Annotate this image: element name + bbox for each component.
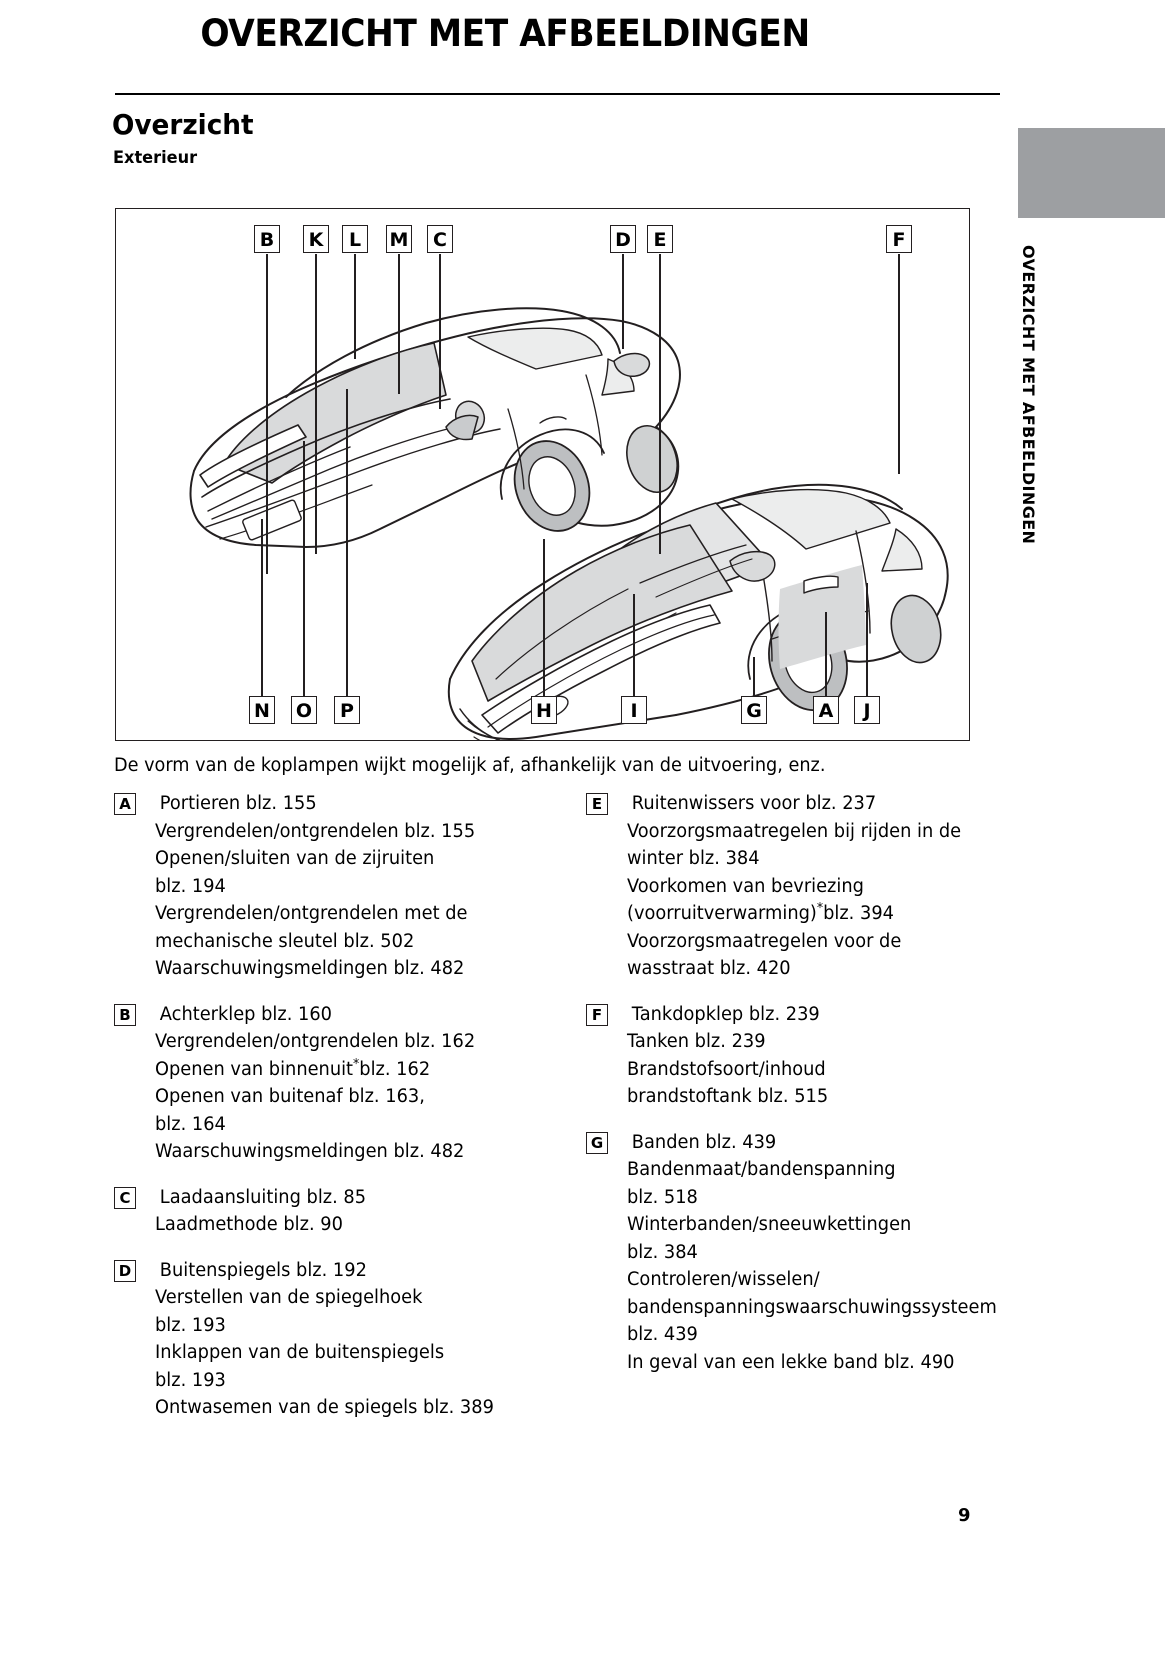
figure-caption: De vorm van de koplampen wijkt mogelijk af, afhankelijk van de uitvoering, enz. xyxy=(114,755,826,776)
legend-entry-line: blz. 193 xyxy=(155,1369,226,1391)
legend-entry-line: blz. 384 xyxy=(627,1241,698,1263)
legend-entry-title: Achterklep blz. 160 xyxy=(159,1003,333,1025)
legend-entry xyxy=(114,1257,534,1422)
legend-entry-line: Inklappen van de buitenspiegels xyxy=(155,1342,445,1363)
legend-entry xyxy=(586,790,1006,983)
leader-line-n xyxy=(261,519,263,696)
legend-entry-line: Voorzorgsmaatregelen bij rijden in de xyxy=(627,820,962,842)
legend-badge-a[interactable]: A xyxy=(114,793,136,815)
figure-callout-d[interactable]: D xyxy=(610,225,636,253)
leader-line-a xyxy=(825,612,827,696)
legend-entry-title: Laadaansluiting blz. 85 xyxy=(159,1186,367,1208)
leader-line-h xyxy=(543,539,545,696)
legend-entry-line: blz. 193 xyxy=(155,1314,226,1336)
legend-entry xyxy=(586,1001,1006,1111)
leader-line-m xyxy=(398,254,400,394)
header-divider xyxy=(115,93,1000,95)
footnote-asterisk: * xyxy=(353,1056,360,1072)
legend-entry-lines xyxy=(155,790,534,983)
legend-entry-line: Openen van binnenuit*blz. 162 xyxy=(155,1056,431,1080)
legend-entry-line: Brandstofsoort/inhoud xyxy=(627,1058,826,1080)
figure-callout-g[interactable]: G xyxy=(741,696,767,724)
legend-entry-line: Tanken blz. 239 xyxy=(627,1031,766,1052)
side-tab-label: OVERZICHT MET AFBEELDINGEN xyxy=(1019,245,1038,545)
legend-entry-line: brandstoftank blz. 515 xyxy=(627,1086,829,1107)
legend-badge-g[interactable]: G xyxy=(586,1132,608,1154)
legend-entry-line: Vergrendelen/ontgrendelen blz. 162 xyxy=(155,1031,476,1052)
legend-badge-d[interactable]: D xyxy=(114,1260,136,1282)
legend-entry-title: Buitenspiegels blz. 192 xyxy=(159,1259,367,1281)
leader-line-i xyxy=(633,594,635,696)
leader-line-e xyxy=(659,254,661,554)
leader-line-f xyxy=(898,254,900,474)
legend-entry-line: Ontwasemen van de spiegels blz. 389 xyxy=(155,1397,494,1418)
legend-badge-f[interactable]: F xyxy=(586,1004,608,1026)
figure-callout-o[interactable]: O xyxy=(291,696,317,724)
leader-line-l xyxy=(354,254,356,359)
legend-entry-line: Vergrendelen/ontgrendelen blz. 155 xyxy=(155,820,476,842)
legend-entry-lines xyxy=(155,1001,534,1166)
figure-callout-k[interactable]: K xyxy=(303,225,329,253)
legend-entry-title: Banden blz. 439 xyxy=(631,1131,777,1153)
legend-entry-line: Controleren/wisselen/ xyxy=(627,1269,820,1290)
legend-entry-line: Vergrendelen/ontgrendelen met de xyxy=(155,903,468,924)
legend-entry xyxy=(114,1001,534,1166)
legend-entry-line: bandenspanningswaarschuwingssysteem xyxy=(627,1296,997,1318)
figure-callout-j[interactable]: J xyxy=(854,696,880,724)
leader-line-g xyxy=(753,657,755,696)
footnote-asterisk: * xyxy=(816,900,824,916)
legend-entry-title: Ruitenwissers voor blz. 237 xyxy=(631,793,877,814)
legend-column-left xyxy=(114,790,534,1440)
legend-entry-line: blz. 518 xyxy=(627,1186,698,1208)
leader-line-c xyxy=(439,254,441,409)
leader-line-j xyxy=(866,583,868,696)
legend-entry-line: Bandenmaat/bandenspanning xyxy=(627,1159,896,1180)
legend-badge-c[interactable]: C xyxy=(114,1187,136,1209)
legend-entry-line: Waarschuwingsmeldingen blz. 482 xyxy=(155,1141,465,1162)
legend-entry-line: Voorzorgsmaatregelen voor de xyxy=(627,930,902,952)
legend-entry-line: Laadmethode blz. 90 xyxy=(155,1214,343,1235)
figure-callout-c[interactable]: C xyxy=(427,225,453,253)
page-title: OVERZICHT MET AFBEELDINGEN xyxy=(200,12,810,55)
legend-entry-line: Voorkomen van bevriezing xyxy=(627,875,864,897)
legend-entry-title: Portieren blz. 155 xyxy=(159,793,317,814)
figure-callout-b[interactable]: B xyxy=(254,225,280,253)
legend-badge-b[interactable]: B xyxy=(114,1004,136,1026)
section-heading: Overzicht xyxy=(112,108,254,141)
legend-entry xyxy=(114,790,534,983)
exterior-diagram-figure xyxy=(115,208,970,741)
legend-entry-line: blz. 164 xyxy=(155,1113,226,1135)
legend-entry-line: In geval van een lekke band blz. 490 xyxy=(627,1351,955,1373)
page-number: 9 xyxy=(958,1505,971,1526)
legend-entry-title: Tankdopklep blz. 239 xyxy=(631,1003,820,1025)
legend-entry-line: wasstraat blz. 420 xyxy=(627,958,791,979)
leader-line-d xyxy=(622,254,624,349)
leader-line-o xyxy=(303,441,305,696)
section-subheading: Exterieur xyxy=(113,148,198,168)
legend-entry-line: Openen van buitenaf blz. 163, xyxy=(155,1086,425,1107)
legend-entry-line: (voorruitverwarming)*blz. 394 xyxy=(627,900,894,924)
figure-callout-p[interactable]: P xyxy=(334,696,360,724)
legend-column-right xyxy=(586,790,1006,1394)
legend-entry-lines xyxy=(155,1184,534,1239)
figure-callout-h[interactable]: H xyxy=(531,696,557,724)
leader-line-p xyxy=(346,389,348,696)
legend-entry-line: Verstellen van de spiegelhoek xyxy=(155,1287,423,1308)
figure-callout-i[interactable]: I xyxy=(621,696,647,724)
legend-entry xyxy=(114,1184,534,1239)
legend-entry-lines xyxy=(627,1001,1006,1111)
figure-callout-n[interactable]: N xyxy=(249,696,275,724)
figure-callout-e[interactable]: E xyxy=(647,225,673,253)
leader-line-k xyxy=(315,254,317,554)
legend-entry xyxy=(586,1129,1006,1377)
legend-entry-line: blz. 194 xyxy=(155,875,226,897)
legend-badge-e[interactable]: E xyxy=(586,793,608,815)
figure-callout-m[interactable]: M xyxy=(386,225,412,253)
legend-entry-lines xyxy=(627,790,1006,983)
legend-entry-line: Waarschuwingsmeldingen blz. 482 xyxy=(155,958,465,979)
legend-entry-lines xyxy=(155,1257,534,1422)
legend-entry-lines xyxy=(627,1129,1006,1377)
legend-entry-line: mechanische sleutel blz. 502 xyxy=(155,930,415,952)
legend-entry-line: blz. 439 xyxy=(627,1324,698,1345)
figure-callout-a[interactable]: A xyxy=(813,696,839,724)
legend-entry-line: Winterbanden/sneeuwkettingen xyxy=(627,1214,912,1235)
figure-callout-f[interactable]: F xyxy=(886,225,912,253)
figure-callout-l[interactable]: L xyxy=(342,225,368,253)
legend-entry-line: winter blz. 384 xyxy=(627,848,760,869)
legend-columns xyxy=(114,790,1014,1418)
chapter-thumb-tab xyxy=(1018,128,1165,218)
legend-entry-line: Openen/sluiten van de zijruiten xyxy=(155,848,435,869)
leader-line-b xyxy=(266,254,268,574)
